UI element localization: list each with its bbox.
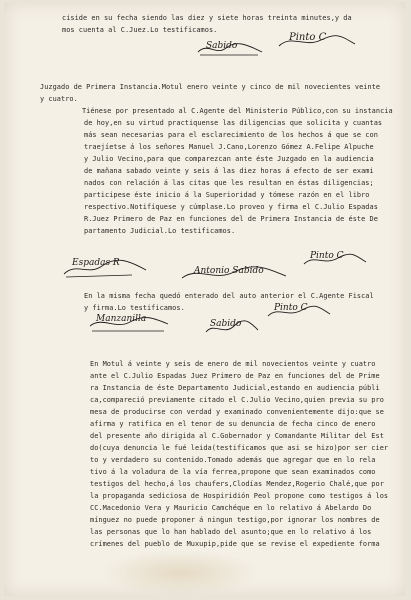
- hearing-line-8: do(cuya denuncia le fué leida(testificamos que asi se hizo)por ser cier: [90, 444, 389, 452]
- hearing-line-13: CC.Macedonio Vera y Mauricio Camchéque en lo relativo á Abelardo Do: [90, 504, 372, 512]
- auto-line-11: respectivo.Notifíquese y cúmplase.Lo proveo y firma el C.Julio Espadas: [84, 203, 378, 211]
- hearing-line-4: ca,compareció previamente citado el C.Julio Vecino,quien previa su pro: [90, 396, 384, 404]
- auto-line-9: nados con relación á las citas que les resultan en éstas diligencias;: [84, 179, 374, 187]
- auto-line-2: y cuatro.: [40, 95, 78, 103]
- signature-manzanilla: [88, 314, 170, 334]
- auto-line-5: más sean necesarias para el esclarecimiento de los hechos á que se con: [84, 131, 378, 139]
- signature-sabido-low-text: Sabido: [210, 319, 242, 329]
- hearing-line-6: afirma y ratifica en el tenor de su denuncia de fecha cinco de enero: [90, 420, 376, 428]
- hearing-line-7: del presente año dirigida al C.Gobernador y Comandante Militar del Est: [90, 432, 384, 440]
- signature-sabido-low: [204, 318, 260, 338]
- auto-line-4: de hoy,en su virtud practiquense las diligencias que solicita y cuantas: [84, 119, 383, 127]
- signature-antonio-sabido-text: Antonio Sabido: [194, 266, 264, 276]
- auto-line-1: Juzgado de Primera Instancia.Motul enero veinte y cinco de mil novecientes veinte: [40, 83, 381, 91]
- hearing-line-9: to y verdadero su contenido.Tomado además que agregar que en lo rela: [90, 456, 376, 464]
- notice-line-2: y firma.Lo testificamos.: [84, 304, 185, 312]
- signature-pinto-top: [277, 30, 357, 52]
- auto-line-8: de mañana sabado veinte y seis á las diez horas á efecto de ser exami: [84, 167, 374, 175]
- signature-pinto-top-text: Pinto C: [289, 32, 327, 43]
- hearing-line-16: crímenes del pueblo de Muxupip,pide que se revise el expediente forma: [90, 540, 380, 548]
- signature-pinto-mid-text: Pinto C: [310, 251, 344, 261]
- signature-espadas-text: Espadas R: [72, 258, 120, 268]
- document-page: [4, 2, 406, 596]
- auto-line-7: y Julio Vecino,para que comparezcan ante éste Juzgado en la audiencia: [84, 155, 374, 163]
- auto-line-6: traejíetse á los señores Manuel J.Cano,Lorenzo Gómez A.Felipe Alpuche: [84, 143, 374, 151]
- signature-antonio-sabido: [180, 264, 290, 284]
- top-closing-line-2: mos cuenta al C.Juez.Lo testificamos.: [62, 26, 218, 34]
- signature-sabido-top: [196, 40, 266, 58]
- signature-sabido-top-text: Sabido: [206, 41, 238, 51]
- auto-line-12: R.Juez Primero de Paz en funciones del de Primera Instancia de éste De: [84, 215, 378, 223]
- auto-line-13: partamento Judicial.Lo testificamos.: [84, 227, 236, 235]
- signature-espadas: [62, 256, 148, 280]
- paper-stain: [100, 550, 260, 596]
- hearing-line-3: ra Instancia de éste Departamento Judicial,estando en audiencia públi: [90, 384, 380, 392]
- top-closing-line-1: ciside en su fecha siendo las diez y siete horas treinta minutes,y da: [62, 14, 352, 22]
- signature-pinto-low: [266, 302, 332, 322]
- hearing-line-14: mínguez no puede proponer á ningun testigo,por ignorar los nombres de: [90, 516, 380, 524]
- hearing-line-5: mesa de producirse con verdad y examinado convenientemente dijo:que se: [90, 408, 384, 416]
- auto-line-10: participese éste inicio á la Superioridad y tómese razón en el libro: [84, 191, 370, 199]
- hearing-line-15: las personas que lo han hablado del asunto;que en lo relativo á los: [90, 528, 372, 536]
- hearing-line-11: testigos del hecho,á los chaufers,Clodías Mendez,Rogerio Chalé,que por: [90, 480, 384, 488]
- signature-pinto-low-text: Pinto C: [274, 303, 308, 313]
- hearing-line-2: ante el C.Julio Espadas Juez Primero de Paz en funciones del de Prime: [90, 372, 380, 380]
- hearing-line-1: En Motul á veinte y seis de enero de mil novecientos veinte y cuatro: [90, 360, 376, 368]
- hearing-line-10: tivo á la voladura de la vía ferrea,propone que sean examinados como: [90, 468, 376, 476]
- signature-manzanilla-text: Manzanilla: [96, 314, 147, 324]
- hearing-line-12: la propaganda sediciosa de Hospiridión Peol propone como testigos á los: [90, 492, 389, 500]
- auto-line-3: Tiénese por presentado al C.Agente del Ministerio Público,con su instancia: [40, 107, 393, 115]
- notice-line-1: En la misma fecha quedó enterado del auto anterior el C.Agente Fiscal: [84, 292, 374, 300]
- signature-pinto-mid: [302, 250, 368, 270]
